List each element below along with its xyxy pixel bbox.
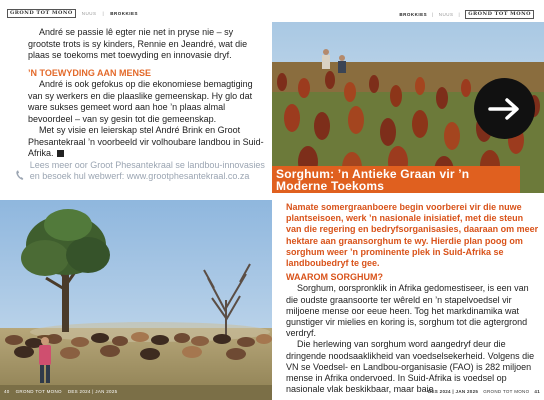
section-brokkies: BROKKIES xyxy=(399,11,428,17)
article-lead: Namate somergraanboere begin voorberei vir die nuwe plantseisoen, werk ’n nasionale inisiatief, met die steun van die regering en bedryfsorganisasies, daaraan om meer hektare aan graansorghum te wy. Hierdie plan poog om sorghum weer ’n prominente plek in Suid-Afrika se landboubedryf te gee. xyxy=(286,202,539,269)
right-page-number: 41 xyxy=(534,389,540,394)
next-arrow-button[interactable] xyxy=(474,78,535,139)
end-mark-icon xyxy=(57,150,64,157)
article-title: Sorghum: ’n Antieke Graan vir ’n Moderne Toekoms xyxy=(276,167,470,193)
arrow-right-icon xyxy=(488,98,522,120)
left-paragraph-2: André is ook gefokus op die ekonomiese bemagtiging van sy werkers en die plaaslike gemeenskap. Hy glo dat ware sukses gemeet word aan hoe ’n plaas almal bevoordeel – van sy gesin tot die gemeenskap. xyxy=(28,79,253,124)
header-divider: | xyxy=(458,11,461,17)
article-title-banner xyxy=(272,166,520,193)
header-divider: | xyxy=(102,10,105,16)
section-brokkies: BROKKIES xyxy=(110,10,138,16)
right-footer-mag: GROND TOT MONO xyxy=(483,389,530,394)
left-paragraph-3-text: Met sy visie en leierskap stel André Brink en Groot Phesantekraal ’n voorbeeld vir volhoubare landbou in Suid-Afrika. xyxy=(28,125,264,158)
right-footer xyxy=(428,389,540,394)
left-subheading: ’N TOEWYDING AAN MENSE xyxy=(28,67,152,78)
left-page-number: 40 xyxy=(4,389,10,394)
left-footer xyxy=(4,389,117,394)
right-paragraph-2: Die herlewing van sorghum word aangedryf deur die dringende noodsaaklikheid van voedselsekerheid. Volgens die VN se Voedsel- en Landbou-organisasie (FAO) is 282 miljoen mense in Afrika ondervoed. In Suid-Afrika is voedsel op nasionale vlak beskikbaar, maar baie xyxy=(286,339,535,395)
left-footer-mag: GROND TOT MONO xyxy=(15,389,62,394)
promo-text[interactable]: Lees meer oor Groot Phesantekraal se landbou-innovasies en besoek hul webwerf: www.grootphesantekraal.co.za xyxy=(29,160,265,181)
right-header xyxy=(399,8,534,20)
left-paragraph-3 xyxy=(28,125,264,160)
left-paragraph-1: André se passie lê egter nie net in pryse nie – sy grootste trots is sy kinders, Rennie en Jeandré, wat die plaas se toekoms met toewyding en innovasie dryf. xyxy=(28,27,248,60)
farm-photo-cattle xyxy=(0,200,272,400)
right-paragraph-1: Sorghum, oorspronklik in Afrika gedomestiseer, is een van die oudste graansoorte ter wêreld en ’n stapelvoedsel vir miljoene mense oor eeue heen. Tog het markdinamika wat gunstiger vir mielies en koring is, sorghum tot die agtergrond verdryf. xyxy=(286,283,529,339)
left-article-body xyxy=(28,27,264,160)
right-subheading: WAAROM SORGHUM? xyxy=(286,272,383,283)
left-header xyxy=(7,6,138,20)
magazine-logo: GROND TOT MONO xyxy=(465,10,534,19)
header-divider: | xyxy=(432,11,434,17)
phone-icon xyxy=(16,164,24,186)
section-nuus: NUUS xyxy=(438,11,454,17)
magazine-logo: GROND TOT MONO xyxy=(7,9,76,18)
section-nuus: NUUS xyxy=(81,10,97,16)
promo-box xyxy=(16,160,266,186)
right-footer-issue: DES 2024 | JAN 2025 xyxy=(427,389,479,394)
left-footer-issue: DES 2024 | JAN 2025 xyxy=(67,389,118,394)
right-article-body xyxy=(286,202,540,395)
right-page xyxy=(272,0,544,400)
